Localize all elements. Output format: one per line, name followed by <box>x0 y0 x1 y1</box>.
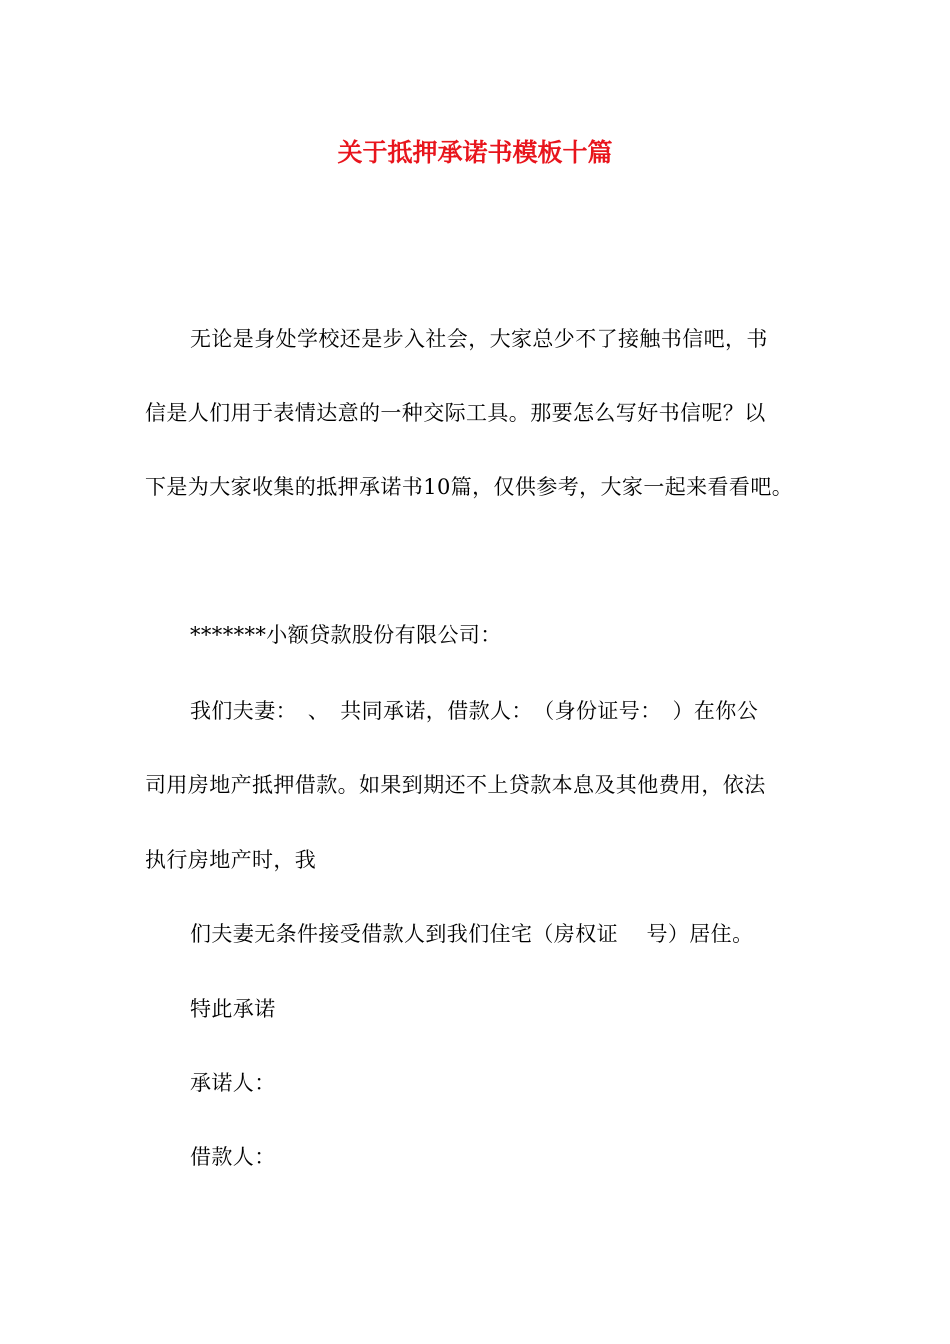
letter-body-line-2: 司用房地产抵押借款。如果到期还不上贷款本息及其他费用，依法 <box>145 773 766 797</box>
letter-body-line-4: 们夫妻无条件接受借款人到我们住宅（房权证 号）居住。 <box>190 922 754 946</box>
letter-closing: 特此承诺 <box>190 997 276 1021</box>
intro-line-2: 信是人们用于表情达意的一种交际工具。那要怎么写好书信呢？以 <box>145 401 766 425</box>
intro-line-3: 下是为大家收集的抵押承诺书10篇，仅供参考，大家一起来看看吧。 <box>145 475 794 499</box>
letter-salutation: *******小额贷款股份有限公司： <box>190 623 502 647</box>
letter-body-line-1: 我们夫妻： 、 共同承诺，借款人： （身份证号： ）在你公 <box>190 699 759 723</box>
promisor-label: 承诺人： <box>190 1071 276 1095</box>
borrower-label: 借款人： <box>190 1145 276 1169</box>
document-title: 关于抵押承诺书模板十篇 <box>337 138 613 167</box>
intro-line-1: 无论是身处学校还是步入社会，大家总少不了接触书信吧，书 <box>190 327 768 351</box>
letter-body-line-3: 执行房地产时，我 <box>145 848 317 872</box>
